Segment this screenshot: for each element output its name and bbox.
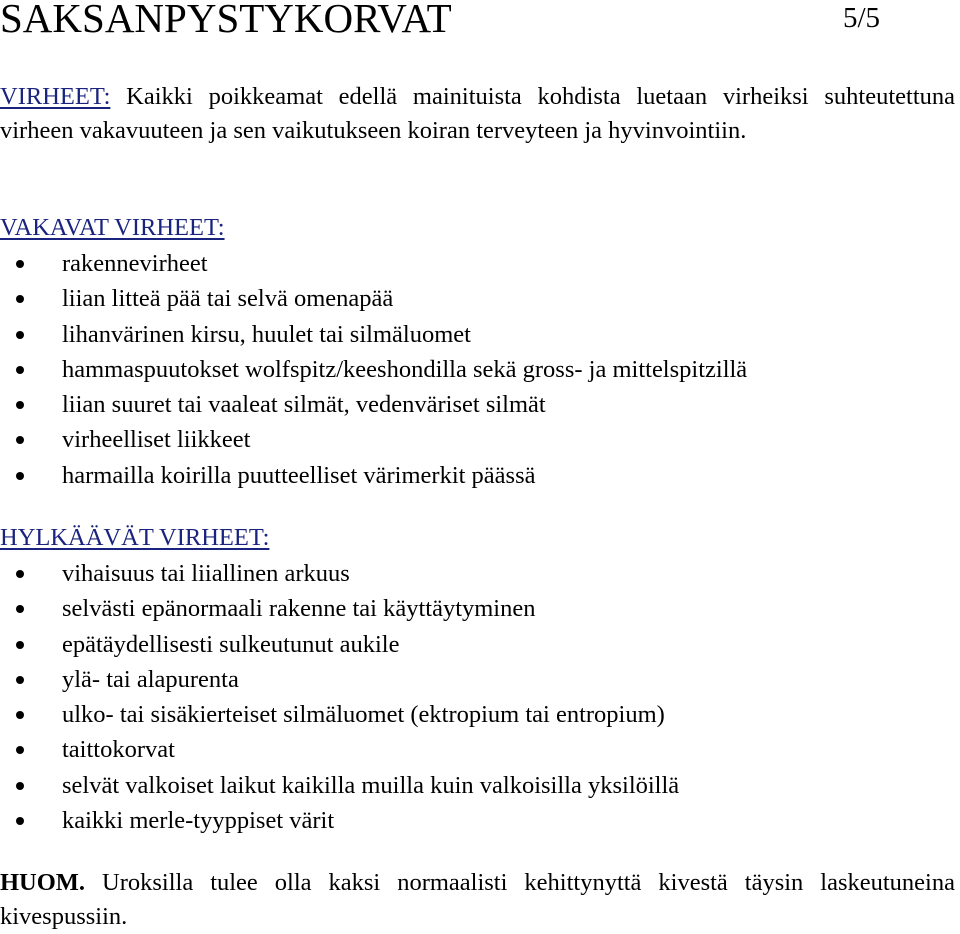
intro-text: Kaikki poikkeamat edellä mainituista kohdista luetaan virheiksi suhteutettuna virheen vakavuuteen ja sen vaikutukseen koiran terveyteen ja hyvinvointiin. [0, 83, 955, 144]
bullet-icon [16, 570, 24, 578]
page-title: SAKSANPYSTYKORVAT [0, 0, 452, 41]
serious-faults-heading: VAKAVAT VIRHEET: [0, 214, 225, 241]
list-item: ulko- tai sisäkierteiset silmäluomet (ektropium tai entropium) [0, 698, 940, 733]
list-item: taittokorvat [0, 733, 940, 768]
bullet-icon [16, 746, 24, 754]
list-item: epätäydellisesti sulkeutunut aukile [0, 628, 940, 663]
list-item: ylä- tai alapurenta [0, 663, 940, 698]
list-item: kaikki merle-tyyppiset värit [0, 804, 940, 839]
list-item: liian litteä pää tai selvä omenapää [0, 282, 940, 317]
list-item: harmailla koirilla puutteelliset värimerkit päässä [0, 459, 940, 494]
bullet-icon [16, 401, 24, 409]
bullet-icon [16, 605, 24, 613]
list-item: lihanvärinen kirsu, huulet tai silmäluomet [0, 318, 940, 353]
bullet-icon [16, 295, 24, 303]
disqualifying-faults-heading: HYLKÄÄVÄT VIRHEET: [0, 524, 270, 551]
bullet-icon [16, 472, 24, 480]
bullet-icon [16, 260, 24, 268]
serious-faults-list [0, 247, 940, 494]
list-item: virheelliset liikkeet [0, 423, 940, 458]
note-text: Uroksilla tulee olla kaksi normaalisti kehittynyttä kivestä täysin laskeutuneina kivespussiin. [0, 869, 955, 930]
list-item: liian suuret tai vaaleat silmät, vedenväriset silmät [0, 388, 940, 423]
bullet-icon [16, 331, 24, 339]
note-paragraph [0, 866, 955, 934]
disqualifying-faults-list [0, 557, 940, 839]
page-number: 5/5 [842, 2, 880, 34]
page-header [0, 0, 880, 44]
bullet-icon [16, 676, 24, 684]
bullet-icon [16, 782, 24, 790]
bullet-icon [16, 436, 24, 444]
list-item: selvät valkoiset laikut kaikilla muilla kuin valkoisilla yksilöillä [0, 769, 940, 804]
bullet-icon [16, 366, 24, 374]
bullet-icon [16, 817, 24, 825]
list-item: rakennevirheet [0, 247, 940, 282]
list-item: hammaspuutokset wolfspitz/keeshondilla sekä gross- ja mittelspitzillä [0, 353, 940, 388]
note-label: HUOM. [0, 869, 86, 896]
list-item: vihaisuus tai liiallinen arkuus [0, 557, 940, 592]
bullet-icon [16, 711, 24, 719]
list-item: selvästi epänormaali rakenne tai käyttäytyminen [0, 592, 940, 627]
intro-paragraph [0, 80, 955, 148]
bullet-icon [16, 641, 24, 649]
faults-label: VIRHEET: [0, 83, 111, 110]
